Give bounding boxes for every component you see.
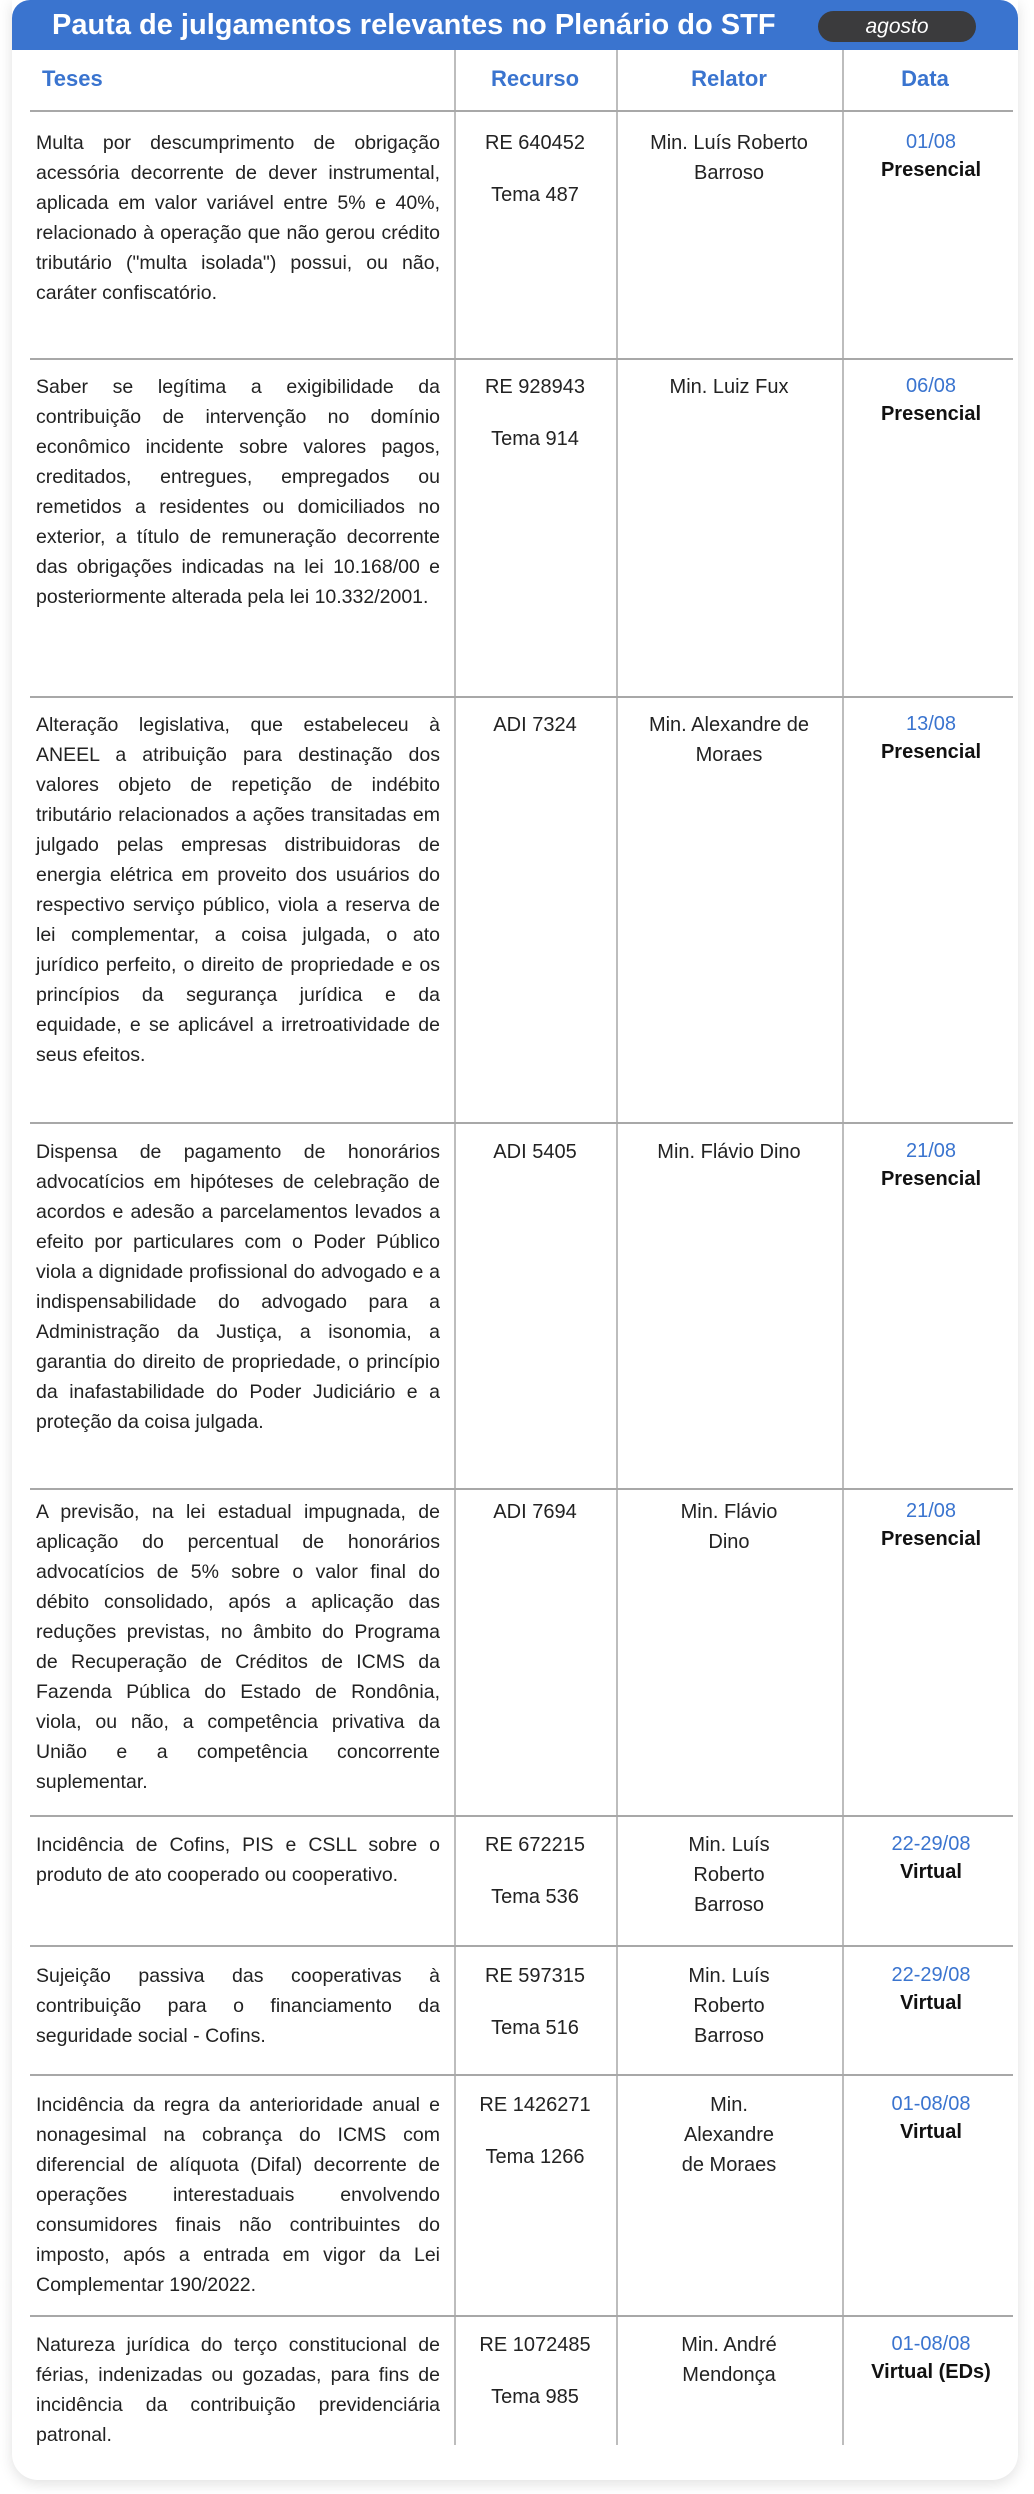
data-cell bbox=[848, 710, 1014, 766]
row-divider bbox=[30, 2074, 1013, 2076]
tema-number: Tema 1266 bbox=[485, 2146, 585, 2168]
tese-text: Incidência da regra da anterioridade anual e nonagesimal na cobrança do ICMS com diferencial de alíquota (Difal) decorrente de operações interestaduais envolvendo consumidores finais não contribuintes do imposto, após a entrada em vigor da Lei Complementar 190/2022. bbox=[36, 2094, 440, 2296]
recurso-cell bbox=[454, 1961, 616, 2043]
session-date: 13/08 bbox=[905, 713, 957, 735]
recurso-number: RE 672215 bbox=[484, 1834, 586, 1856]
column-header-teses: Teses bbox=[42, 66, 103, 91]
tema-number: Tema 985 bbox=[491, 2386, 579, 2408]
tese-text: Natureza jurídica do terço constitucional de férias, indenizadas ou gozadas, para fins de incidência da contribuição previdenciária patronal. bbox=[36, 2334, 440, 2446]
column-divider bbox=[616, 50, 618, 2445]
recurso-number: RE 1426271 bbox=[479, 2094, 591, 2116]
month-badge: agosto bbox=[818, 11, 976, 42]
relator-name: Min. Flávio Dino bbox=[657, 1141, 801, 1163]
recurso-number: RE 640452 bbox=[484, 132, 586, 154]
recurso-number: ADI 5405 bbox=[493, 1141, 577, 1163]
recurso-cell bbox=[454, 1497, 616, 1527]
recurso-cell bbox=[454, 1137, 616, 1167]
session-mode: Presencial bbox=[880, 1528, 982, 1550]
session-mode: Virtual (EDs) bbox=[871, 2361, 991, 2383]
session-date: 21/08 bbox=[905, 1500, 957, 1522]
title-banner bbox=[12, 0, 1018, 50]
tese-text: Sujeição passiva das cooperativas à contribuição para o financiamento da seguridade social - Cofins. bbox=[36, 1965, 440, 2047]
data-cell bbox=[848, 1961, 1014, 2017]
relator-name: Min. Luiz Fux bbox=[669, 376, 789, 398]
recurso-cell bbox=[454, 372, 616, 454]
recurso-cell bbox=[454, 2330, 616, 2412]
recurso-cell bbox=[454, 710, 616, 740]
recurso-number: RE 928943 bbox=[484, 376, 586, 398]
recurso-number: ADI 7324 bbox=[493, 714, 577, 736]
tese-text: Multa por descumprimento de obrigação acessória decorrente de dever instrumental, aplicada em valor variável entre 5% e 40%, relacionado à operação que não gerou crédito tributário ("multa isolada") possui, ou não, caráter confiscatório. bbox=[36, 132, 440, 304]
data-cell bbox=[848, 1830, 1014, 1886]
recurso-number: RE 1072485 bbox=[479, 2334, 591, 2356]
relator-name: Min. Luís Roberto Barroso bbox=[688, 1834, 770, 1916]
session-date: 21/08 bbox=[905, 1140, 957, 1162]
table-card bbox=[12, 0, 1018, 2480]
tema-number: Tema 487 bbox=[491, 184, 579, 206]
session-mode: Presencial bbox=[880, 741, 982, 763]
row-divider bbox=[30, 358, 1013, 360]
relator-name: Min. Alexandre de Moraes bbox=[681, 2094, 777, 2176]
recurso-number: ADI 7694 bbox=[493, 1501, 577, 1523]
session-date: 06/08 bbox=[905, 375, 957, 397]
row-divider bbox=[30, 1488, 1013, 1490]
row-divider bbox=[30, 1122, 1013, 1124]
relator-name: Min. Luís Roberto Barroso bbox=[650, 132, 808, 184]
recurso-cell bbox=[454, 1830, 616, 1912]
row-divider bbox=[30, 2315, 1013, 2317]
session-mode: Presencial bbox=[880, 159, 982, 181]
column-divider bbox=[842, 50, 844, 2445]
column-header-relator: Relator bbox=[691, 66, 767, 91]
data-cell bbox=[848, 1497, 1014, 1553]
tema-number: Tema 536 bbox=[491, 1886, 579, 1908]
recurso-cell bbox=[454, 128, 616, 210]
row-divider bbox=[30, 696, 1013, 698]
tese-text: A previsão, na lei estadual impugnada, de aplicação do percentual de honorários advocatícios de 5% sobre o valor final do débito consolidado, após a aplicação das reduções previstas, no âmbito do Programa de Recuperação de Créditos de ICMS da Fazenda Pública do Estado de Rondônia, viola, ou não, a competência privativa da União e a competência concorrente suplementar. bbox=[36, 1501, 440, 1793]
session-mode: Virtual bbox=[900, 1861, 962, 1883]
row-divider bbox=[30, 110, 1013, 112]
session-date: 01-08/08 bbox=[891, 2333, 971, 2355]
data-cell bbox=[848, 128, 1014, 184]
tese-text: Saber se legítima a exigibilidade da contribuição de intervenção no domínio econômico incidente sobre valores pagos, creditados, entregues, empregados ou remetidos a residentes ou domiciliados no exterior, a título de remuneração decorrente das obrigações indicadas na lei 10.168/00 e posteriormente alterada pela lei 10.332/2001. bbox=[36, 376, 440, 608]
session-mode: Presencial bbox=[880, 1168, 982, 1190]
relator-name: Min. Luís Roberto Barroso bbox=[688, 1965, 770, 2047]
tema-number: Tema 914 bbox=[491, 428, 579, 450]
relator-name: Min. Alexandre de Moraes bbox=[648, 714, 810, 766]
column-header-data: Data bbox=[901, 66, 949, 91]
session-mode: Virtual bbox=[900, 2121, 962, 2143]
data-cell bbox=[848, 1137, 1014, 1193]
data-cell bbox=[848, 2330, 1014, 2386]
row-divider bbox=[30, 1945, 1013, 1947]
tese-text: Incidência de Cofins, PIS e CSLL sobre o produto de ato cooperado ou cooperativo. bbox=[36, 1834, 440, 1886]
tema-number: Tema 516 bbox=[491, 2017, 579, 2039]
tese-text: Dispensa de pagamento de honorários advocatícios em hipóteses de celebração de acordos e adesão a parcelamentos levados a efeito por particulares com o Poder Público viola a dignidade profissional do advogado e a indispensabilidade do advogado para a Administração da Justiça, a isonomia, a garantia do direito de propriedade, o princípio da inafastabilidade do Poder Judiciário e a proteção da coisa julgada. bbox=[36, 1141, 440, 1433]
page-title: Pauta de julgamentos relevantes no Plenário do STF bbox=[52, 9, 776, 41]
data-cell bbox=[848, 2090, 1014, 2146]
recurso-number: RE 597315 bbox=[484, 1965, 586, 1987]
relator-name: Min. Flávio Dino bbox=[680, 1501, 778, 1553]
relator-name: Min. André Mendonça bbox=[681, 2334, 777, 2386]
column-header-recurso: Recurso bbox=[490, 66, 580, 91]
session-date: 01-08/08 bbox=[891, 2093, 971, 2115]
session-mode: Virtual bbox=[900, 1992, 962, 2014]
session-date: 01/08 bbox=[905, 131, 957, 153]
recurso-cell bbox=[454, 2090, 616, 2172]
row-divider bbox=[30, 1815, 1013, 1817]
session-mode: Presencial bbox=[880, 403, 982, 425]
tese-text: Alteração legislativa, que estabeleceu à ANEEL a atribuição para destinação dos valores objeto de repetição de indébito tributário relacionados a ações transitadas em julgado pelas empresas distribuidoras de energia elétrica em proveito dos usuários do respectivo serviço público, viola a reserva de lei complementar, a coisa julgada, o ato jurídico perfeito, o direito de propriedade e os princípios da segurança jurídica e da equidade, e se aplicável a irretroatividade de seus efeitos. bbox=[36, 714, 440, 1066]
session-date: 22-29/08 bbox=[891, 1964, 971, 1986]
data-cell bbox=[848, 372, 1014, 428]
table-header bbox=[12, 50, 1018, 112]
session-date: 22-29/08 bbox=[891, 1833, 971, 1855]
